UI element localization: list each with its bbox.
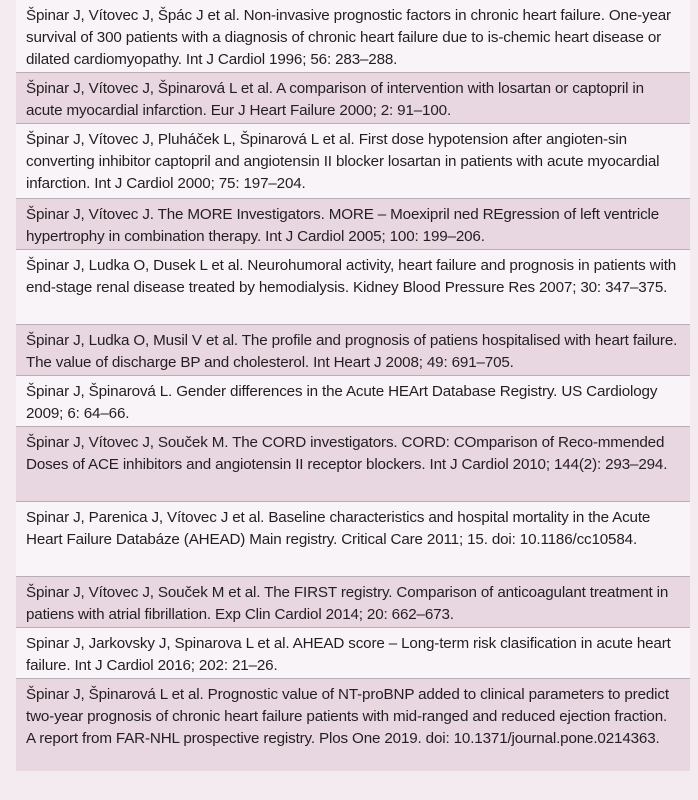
reference-item <box>16 124 690 199</box>
reference-item <box>16 199 690 250</box>
reference-text: Spinar J, Jarkovsky J, Spinarova L et al. AHEAD score – Long-term risk clasification in acute heart failure. Int J Cardiol 2016; 202: 21–26. <box>26 635 671 674</box>
reference-text: Špinar J, Vítovec J, Špinarová L et al. A comparison of intervention with losartan or captopril in acute myocardial infarction. Eur J Heart Failure 2000; 2: 91–100. <box>26 80 644 119</box>
reference-item <box>16 250 690 325</box>
reference-item <box>16 376 690 427</box>
reference-item <box>16 679 690 771</box>
reference-text: Špinar J, Vítovec J. The MORE Investigators. MORE – Moexipril ned REgression of left ventricle hypertrophy in combination therapy. Int J Cardiol 2005; 100: 199–206. <box>26 206 660 245</box>
reference-item <box>16 73 690 124</box>
reference-text: Špinar J, Ludka O, Musil V et al. The profile and prognosis of patiens hospitalised with heart failure. The value of discharge BP and cholesterol. Int Heart J 2008; 49: 691–705. <box>26 332 678 371</box>
reference-text: Špinar J, Vítovec J, Pluháček L, Špinarová L et al. First dose hypotension after angioten-sin converting inhibitor captopril and angiotensin II blocker losartan in patients with acute myocardial infarction. Int J Cardiol 2000; 75: 197–204. <box>26 131 660 192</box>
reference-item <box>16 427 690 502</box>
reference-item <box>16 0 690 73</box>
reference-list <box>16 0 690 800</box>
reference-item <box>16 577 690 628</box>
reference-item <box>16 628 690 679</box>
reference-item <box>16 325 690 376</box>
reference-text: Špinar J, Vítovec J, Souček M et al. The FIRST registry. Comparison of anticoagulant treatment in patiens with atrial fibrillation. Exp Clin Cardiol 2014; 20: 662–673. <box>26 584 669 623</box>
reference-text: Špinar J, Špinarová L et al. Prognostic value of NT-proBNP added to clinical parameters to predict two-year prognosis of chronic heart failure patients with mid-ranged and reduced ejection fraction. A report from FAR-NHL prospective registry. Plos One 2019. doi: 10.1371/journal.pone.0214363. <box>26 686 669 747</box>
reference-text: Špinar J, Vítovec J, Špác J et al. Non-invasive prognostic factors in chronic heart failure. One-year survival of 300 patients with a diagnosis of chronic heart failure due to is-chemic heart disease or dilated cardiomyopathy. Int J Cardiol 1996; 56: 283–288. <box>26 7 671 68</box>
reference-text: Špinar J, Ludka O, Dusek L et al. Neurohumoral activity, heart failure and prognosis in patients with end-stage renal disease treated by hemodialysis. Kidney Blood Pressure Res 2007; 30: 347–375. <box>26 257 677 296</box>
reference-item <box>16 502 690 577</box>
reference-text: Spinar J, Parenica J, Vítovec J et al. Baseline characteristics and hospital mortality in the Acute Heart Failure Databáze (AHEAD) Main registry. Critical Care 2011; 15. doi: 10.1186/cc10584. <box>26 509 651 548</box>
reference-text: Špinar J, Špinarová L. Gender differences in the Acute HEArt Database Registry. US Cardiology 2009; 6: 64–66. <box>26 383 658 422</box>
reference-text: Špinar J, Vítovec J, Souček M. The CORD investigators. CORD: COmparison of Reco-mmended Doses of ACE inhibitors and angiotensin II receptor blockers. Int J Cardiol 2010; 144(2): 293–294. <box>26 434 668 473</box>
